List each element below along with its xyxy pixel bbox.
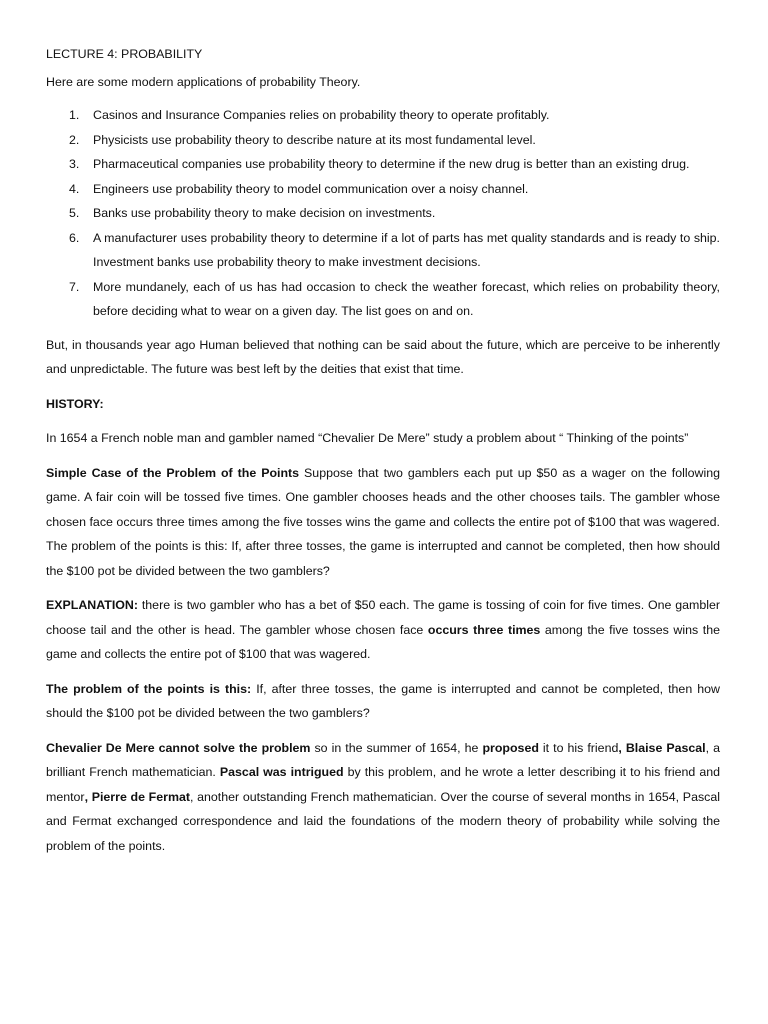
list-number: 3. [69,157,80,171]
final-bold-2: proposed [482,740,539,755]
list-item [46,103,720,128]
list-item [46,275,720,324]
explanation-text-2: among the five tosses wins the game and collects the entire pot of $100 that was wagered. [46,622,720,661]
list-item [46,152,720,177]
final-bold-3: , Blaise Pascal [618,740,706,755]
simple-case-text: Suppose that two gamblers each put up $50 as a wager on the following game. A fair coin will be tossed five times. One gambler chooses heads and the other chooses tails. The gambler whose chosen face occurs three times among the five tosses wins the game and collects the entire pot of $100 that was wagered. The problem of the points is this: If, after three tosses, the game is interrupted and cannot be completed, then how should the $100 pot be divided between the two gamblers? [46,465,721,578]
final-bold-1: Chevalier De Mere cannot solve the problem [46,740,311,755]
applications-list [46,103,720,324]
final-text-1: so in the summer of 1654, he [310,740,483,755]
document-page [46,42,720,858]
list-item-text: Engineers use probability theory to model communication over a noisy channel. [93,181,529,196]
list-item [46,201,720,226]
problem-text: If, after three tosses, the game is interrupted and cannot be completed, then how should the $100 pot be divided between the two gamblers? [46,681,720,720]
explanation-label: EXPLANATION: [46,598,139,612]
list-item-text: A manufacturer uses probability theory to determine if a lot of parts has met quality standards and is ready to ship. Investment banks use probability theory to make investment decisions. [93,230,720,269]
list-number: 6. [69,230,80,245]
list-item-text: Pharmaceutical companies use probability theory to determine if the new drug is better than an existing drug. [93,157,690,171]
final-bold-4: Pascal was intrigued [219,765,344,779]
list-number: 2. [69,132,80,147]
list-number: 1. [69,108,80,122]
future-paragraph: But, in thousands year ago Human believed that nothing can be said about the future, which are perceive to be inherently and unpredictable. The future was best left by the deities that exist that time. [46,337,720,376]
list-number: 7. [69,279,80,294]
history-heading-text: HISTORY: [46,396,104,411]
list-item-text: Physicists use probability theory to describe nature at its most fundamental level. [93,132,536,147]
simple-case-paragraph [46,461,720,584]
list-number: 5. [69,206,80,220]
lecture-title: LECTURE 4: PROBABILITY [46,47,203,61]
problem-label: The problem of the points is this: [46,681,252,696]
final-text-2: it to his friend [538,740,619,755]
history-heading [46,392,720,417]
final-text-5: , another outstanding French mathematician. Over the course of several months in 1654, Pascal and Fermat exchanged correspondence and laid the foundations of the modern theory of probability while solving the problem of the points. [46,789,720,853]
history-paragraph: In 1654 a French noble man and gambler named “Chevalier De Mere” study a problem about “ Thinking of the points” [46,431,689,445]
explanation-text-1: there is two gambler who has a bet of $50 each. The game is tossing of coin for five times. One gambler choose tail and the other is head. The gambler whose chosen face [46,598,720,637]
intro-text: Here are some modern applications of probability Theory. [46,74,361,89]
list-item-text: More mundanely, each of us has had occasion to check the weather forecast, which relies on probability theory, before deciding what to wear on a given day. The list goes on and on. [93,279,720,318]
list-item [46,226,720,275]
explanation-bold: occurs three times [427,622,541,637]
list-item-text: Casinos and Insurance Companies relies on probability theory to operate profitably. [93,108,550,122]
list-item-text: Banks use probability theory to make decision on investments. [93,206,436,220]
simple-case-label: Simple Case of the Problem of the Points [46,465,300,480]
final-bold-5: , Pierre de Fermat [84,789,190,804]
problem-paragraph [46,677,720,726]
final-paragraph [46,736,720,859]
explanation-paragraph [46,593,720,667]
list-number: 4. [69,181,80,196]
list-item [46,177,720,202]
list-item [46,128,720,153]
final-text-4: by this problem, and he wrote a letter describing it to his friend and mentor [46,765,721,804]
final-text-3: , a brilliant French mathematician. [46,740,720,779]
